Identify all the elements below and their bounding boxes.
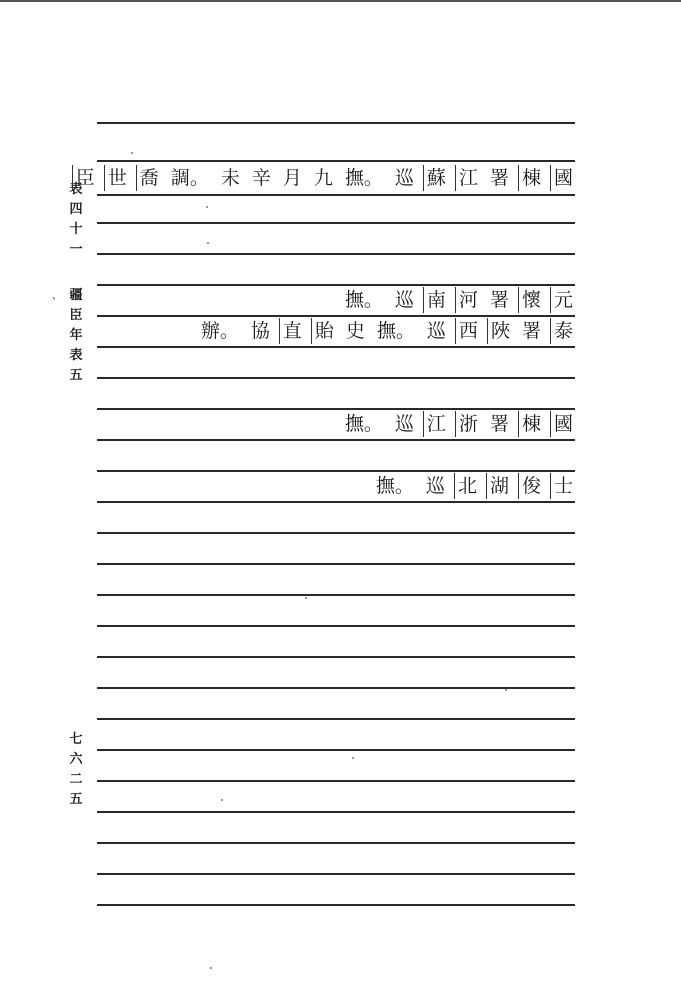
table-row: [345, 287, 573, 313]
row-char: 巡: [394, 413, 414, 435]
table-rule: [97, 873, 575, 875]
row-char: 士: [550, 473, 573, 499]
row-char: 貽: [311, 318, 334, 344]
table-rule: [97, 656, 575, 658]
table-rule: [97, 532, 575, 534]
table-rule: [97, 194, 575, 196]
table-rule: [97, 780, 575, 782]
side-subtitle-char: 疆: [69, 288, 83, 303]
table-rule: [97, 408, 575, 410]
table-rule: [97, 122, 575, 124]
row-char: 湖: [486, 473, 509, 499]
table-row: [201, 318, 573, 344]
margin-tick: 、: [52, 291, 62, 302]
row-char: 調。: [170, 167, 209, 189]
row-char: 俊: [518, 473, 541, 499]
row-char: 撫。: [344, 289, 383, 311]
row-char: 棟: [518, 165, 541, 191]
row-char: 署: [489, 289, 509, 311]
scan-speck: [352, 757, 354, 759]
table-rule: [97, 625, 575, 627]
page-number-char: 五: [69, 792, 83, 807]
row-char: 辛: [251, 167, 271, 189]
row-char: 署: [489, 413, 509, 435]
table-rule: [97, 811, 575, 813]
table-row: [376, 473, 573, 499]
scan-speck: [207, 242, 209, 244]
table-rule: [97, 687, 575, 689]
table-rule: [97, 439, 575, 441]
table-rule: [97, 594, 575, 596]
row-char: 撫。: [375, 475, 414, 497]
row-char: 國: [550, 411, 573, 437]
side-subtitle-char: 五: [69, 368, 83, 383]
row-char: 月: [282, 167, 302, 189]
row-char: 元: [550, 287, 573, 313]
row-char: 南: [423, 287, 446, 313]
table-rule: [97, 160, 575, 162]
side-title-char: 十: [69, 222, 83, 237]
row-char: 臣: [72, 165, 95, 191]
row-char: 北: [454, 473, 477, 499]
table-rule: [97, 904, 575, 906]
side-title-char: 表: [69, 182, 83, 197]
page-number: [66, 730, 86, 810]
row-char: 棟: [518, 411, 541, 437]
table-rule: [97, 222, 575, 224]
row-char: 撫。: [344, 413, 383, 435]
row-char: 巡: [425, 475, 445, 497]
table-rule: [97, 563, 575, 565]
row-char: 國: [550, 165, 573, 191]
row-char: 巡: [394, 289, 414, 311]
row-char: 九: [313, 167, 333, 189]
row-char: 巡: [394, 167, 414, 189]
side-subtitle-char: 表: [69, 348, 83, 363]
row-char: 懷: [518, 287, 541, 313]
table-rule: [97, 470, 575, 472]
page-number-char: 二: [69, 772, 83, 787]
side-subtitle-char: 臣: [69, 308, 83, 323]
side-title: [66, 180, 86, 260]
table-rule: [97, 501, 575, 503]
scan-speck: [305, 597, 307, 599]
table-rule: [97, 346, 575, 348]
page-top-border: [0, 0, 681, 2]
side-subtitle-char: 年: [69, 328, 83, 343]
page-number-char: 六: [69, 752, 83, 767]
side-title-char: 一: [69, 242, 83, 257]
row-char: 泰: [550, 318, 573, 344]
row-char: 巡: [426, 320, 446, 342]
scan-speck: [505, 689, 507, 691]
row-char: 史: [345, 320, 365, 342]
scan-speck: [221, 799, 223, 801]
row-char: 江: [423, 411, 446, 437]
row-char: 西: [455, 318, 478, 344]
table-row: [345, 411, 573, 437]
table-rule: [97, 315, 575, 317]
row-char: 蘇: [423, 165, 446, 191]
scan-speck: [210, 967, 212, 969]
page-number-char: 七: [69, 732, 83, 747]
table-rule: [97, 749, 575, 751]
row-char: 世: [104, 165, 127, 191]
row-char: 協: [250, 320, 270, 342]
row-char: 未: [220, 167, 240, 189]
row-char: 直: [279, 318, 302, 344]
side-subtitle: [66, 286, 86, 386]
row-char: 江: [455, 165, 478, 191]
row-char: 浙: [455, 411, 478, 437]
table-rule: [97, 284, 575, 286]
table-rule: [97, 377, 575, 379]
table-row: [72, 165, 573, 191]
scan-speck: [206, 206, 208, 208]
row-char: 署: [521, 320, 541, 342]
row-char: 署: [489, 167, 509, 189]
row-char: 陜: [487, 318, 510, 344]
row-char: 撫。: [344, 167, 383, 189]
row-char: 辦。: [200, 320, 239, 342]
side-title-char: 四: [69, 202, 83, 217]
table-rule: [97, 842, 575, 844]
scan-speck: [131, 152, 133, 154]
row-char: 河: [455, 287, 478, 313]
row-char: 喬: [136, 165, 159, 191]
table-rule: [97, 253, 575, 255]
row-char: 撫。: [376, 320, 415, 342]
table-rule: [97, 718, 575, 720]
